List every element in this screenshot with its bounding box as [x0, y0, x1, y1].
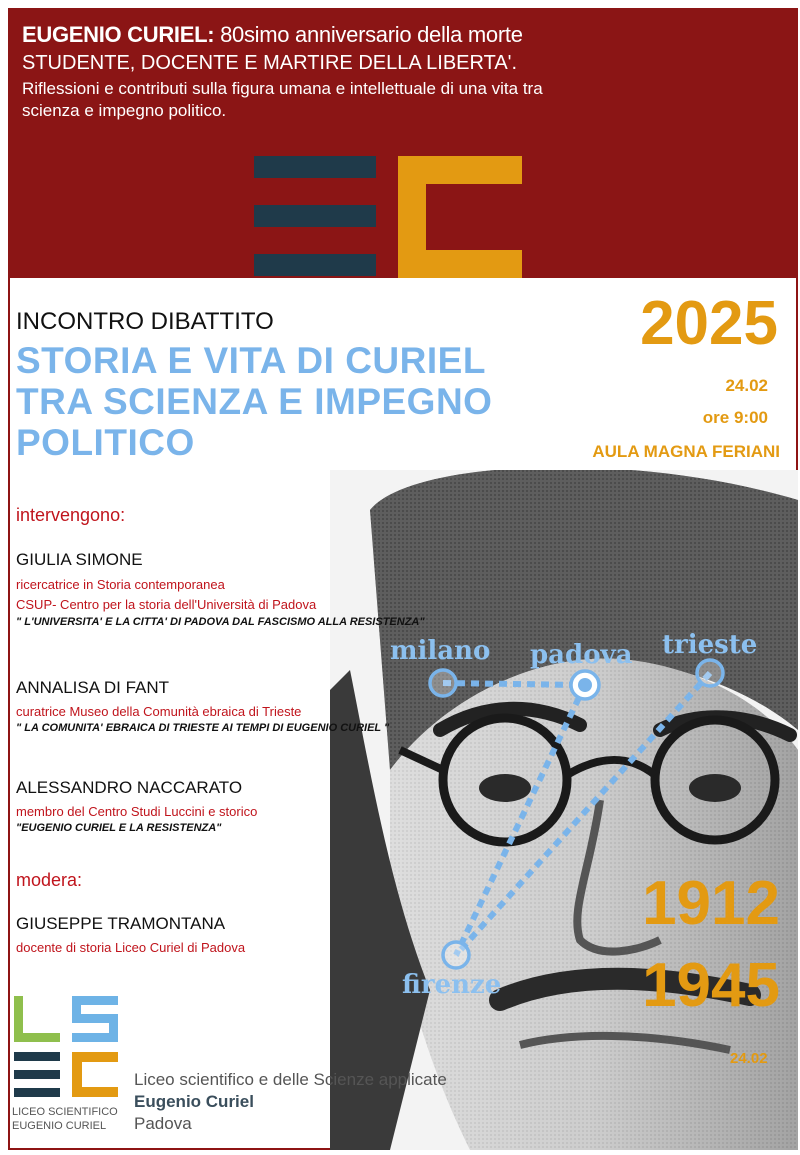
- speaker-talk-title: "EUGENIO CURIEL E LA RESISTENZA": [16, 822, 222, 834]
- curiel-portrait: [330, 470, 798, 1150]
- lsec-logo: [14, 996, 122, 1102]
- header-line-1: [22, 22, 523, 48]
- header-line-2: STUDENTE, DOCENTE E MARTIRE DELLA LIBERTA'.: [22, 52, 518, 74]
- speaker-talk-title: " L'UNIVERSITA' E LA CITTA' DI PADOVA DAL FASCISMO ALLA RESISTENZA": [16, 616, 425, 628]
- death-date: 24.02: [730, 1050, 768, 1067]
- ec-logo-bar-top: [254, 156, 376, 178]
- event-title-line-1: STORIA E VITA DI CURIEL: [16, 340, 486, 381]
- speaker-affiliation: CSUP- Centro per la storia dell'Università di Padova: [16, 597, 317, 612]
- death-year: 1945: [642, 951, 780, 1020]
- speaker-role: membro del Centro Studi Luccini e storico: [16, 804, 258, 819]
- event-year: 2025: [640, 289, 778, 358]
- event-kicker: INCONTRO DIBATTITO: [16, 308, 274, 335]
- school-city: Padova: [134, 1114, 192, 1133]
- speaker-name: ALESSANDRO NACCARATO: [16, 778, 243, 797]
- speaker-role: ricercatrice in Storia contemporanea: [16, 577, 225, 592]
- event-time: ore 9:00: [702, 408, 768, 427]
- ec-logo-bar-bottom: [254, 254, 376, 276]
- city-label-milano: milano: [390, 636, 491, 666]
- birth-year: 1912: [642, 869, 780, 938]
- speakers-label: intervengono:: [16, 505, 126, 525]
- moderator-name: GIUSEPPE TRAMONTANA: [16, 914, 226, 933]
- logo-caption-line-2: EUGENIO CURIEL: [12, 1120, 107, 1132]
- logo-caption-line-1: LICEO SCIENTIFICO: [12, 1106, 118, 1118]
- speaker-role: curatrice Museo della Comunità ebraica di Trieste: [16, 704, 302, 719]
- event-date: 24.02: [725, 376, 768, 395]
- school-type: Liceo scientifico e delle Scienze applicate: [134, 1070, 447, 1089]
- school-name: Eugenio Curiel: [134, 1092, 254, 1111]
- city-label-padova: padova: [530, 640, 633, 670]
- speaker-name: GIULIA SIMONE: [16, 550, 143, 569]
- ec-logo-c-cutout: [426, 184, 522, 250]
- event-title-line-2: TRA SCIENZA E IMPEGNO: [16, 381, 493, 422]
- moderator-role: docente di storia Liceo Curiel di Padova: [16, 940, 246, 955]
- event-title-line-3: POLITICO: [16, 422, 195, 463]
- ec-logo-bar-middle: [254, 205, 376, 227]
- header-name: EUGENIO CURIEL:: [22, 22, 215, 47]
- event-title: [16, 340, 596, 463]
- city-label-firenze: firenze: [402, 970, 502, 1000]
- city-label-trieste: trieste: [662, 630, 758, 660]
- header-line-3: Riflessioni e contributi sulla figura umana e intellettuale di una vita tra scienza e impegno politico.: [22, 79, 543, 120]
- header-anniversary: 80simo anniversario della morte: [214, 22, 523, 47]
- speaker-name: ANNALISA DI FANT: [16, 678, 170, 697]
- moderator-label: modera:: [16, 870, 83, 890]
- event-place: AULA MAGNA FERIANI: [592, 442, 780, 461]
- speaker-talk-title: " LA COMUNITA' EBRAICA DI TRIESTE AI TEMPI DI EUGENIO CURIEL ": [16, 722, 390, 734]
